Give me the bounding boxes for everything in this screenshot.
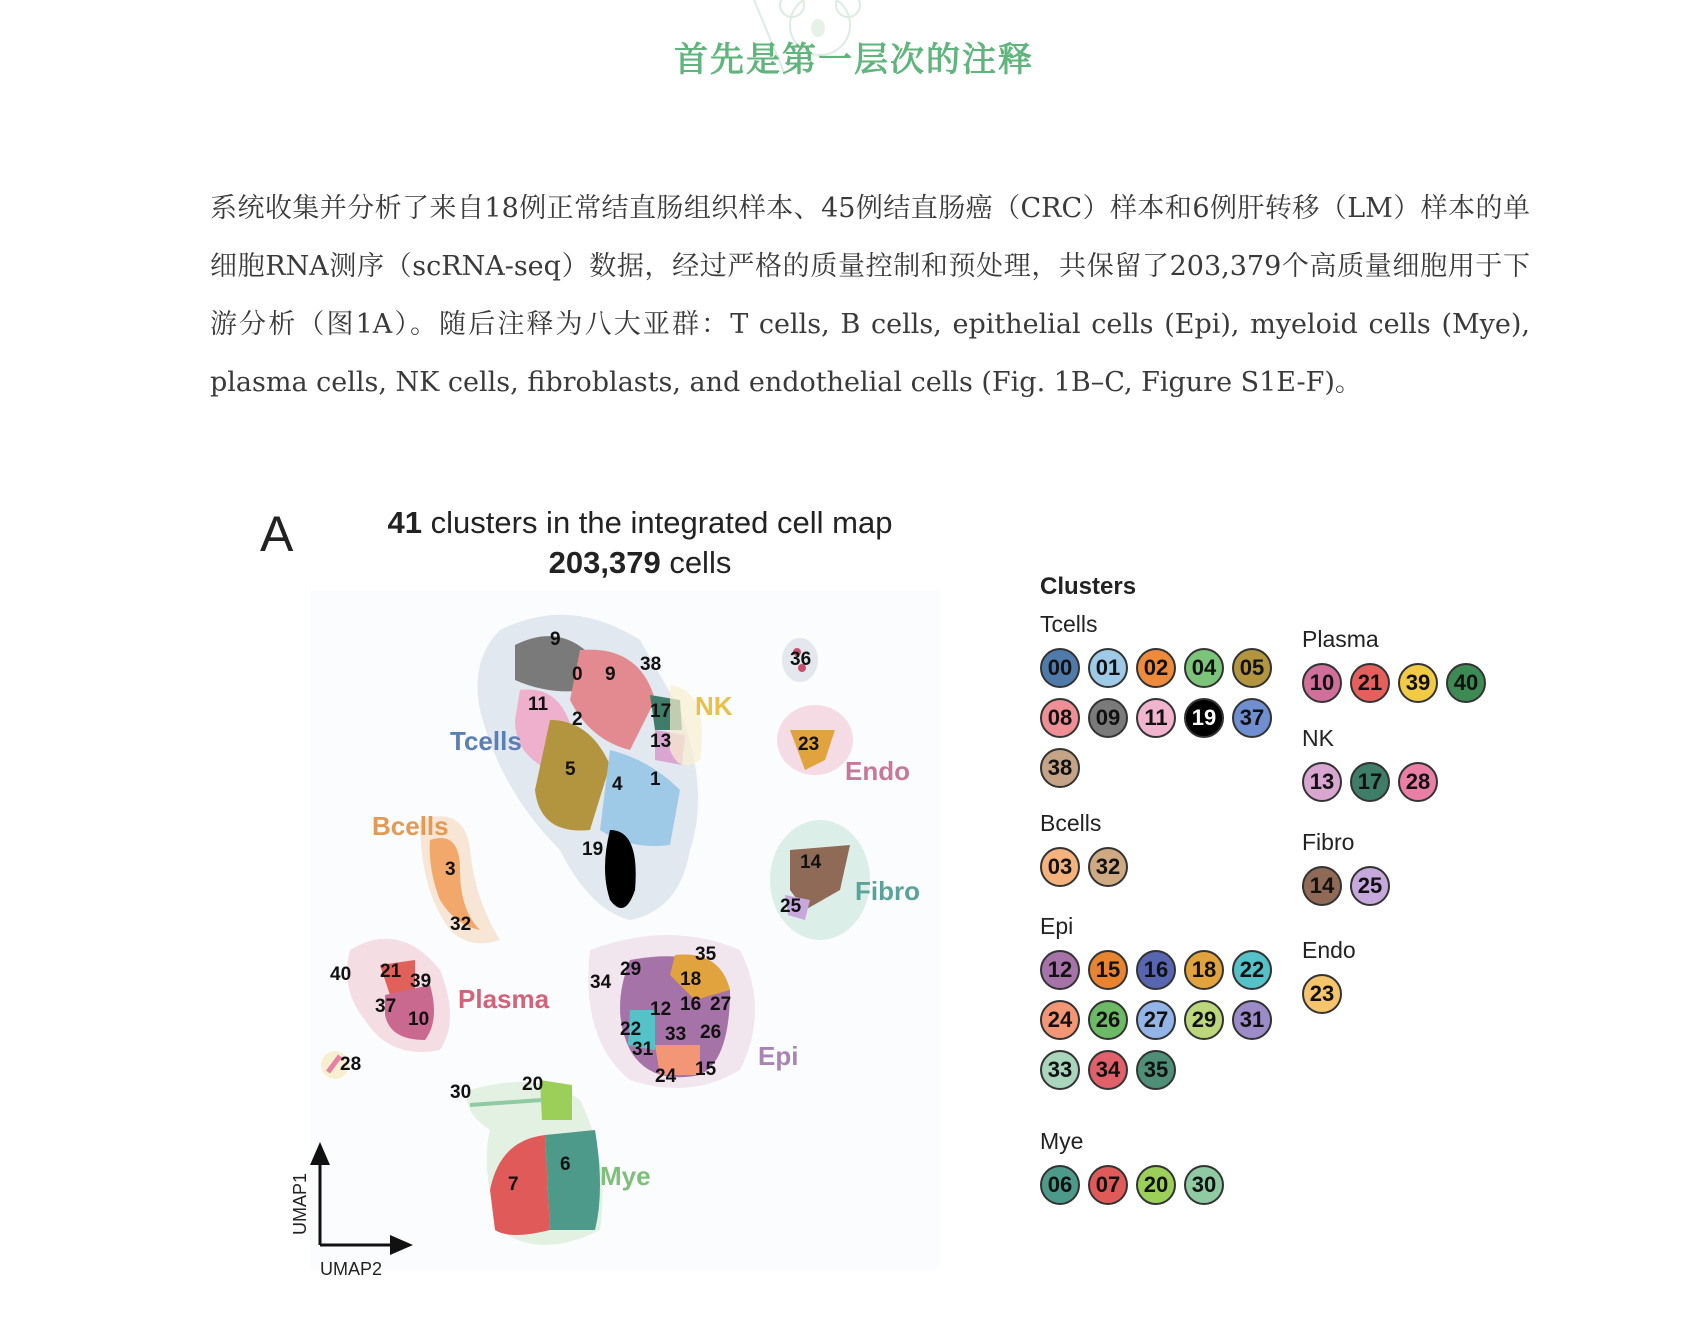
svg-text:15: 15 — [695, 1059, 717, 1080]
svg-text:17: 17 — [650, 701, 672, 722]
cluster-dot-01: 01 — [1088, 648, 1128, 688]
svg-text:39: 39 — [410, 971, 432, 992]
cluster-dot-31: 31 — [1232, 1000, 1272, 1040]
svg-text:4: 4 — [612, 774, 623, 795]
legend-group-nk — [1302, 725, 1562, 802]
svg-text:26: 26 — [700, 1022, 722, 1043]
legend-group-label: Tcells — [1040, 611, 1098, 637]
cluster-dot-22: 22 — [1232, 950, 1272, 990]
cluster-dot-13: 13 — [1302, 762, 1342, 802]
legend-group-epi — [1040, 913, 1300, 1090]
svg-text:31: 31 — [632, 1039, 654, 1060]
panel-letter: A — [260, 506, 294, 562]
legend-group-label: Fibro — [1302, 829, 1355, 855]
svg-text:5: 5 — [565, 759, 576, 780]
cluster-dot-37: 37 — [1232, 698, 1272, 738]
legend-group-mye — [1040, 1128, 1300, 1205]
legend-group-label: Epi — [1040, 913, 1074, 939]
svg-text:UMAP2: UMAP2 — [320, 1259, 383, 1279]
cluster-dot-15: 15 — [1088, 950, 1128, 990]
cluster-dot-20: 20 — [1136, 1165, 1176, 1205]
paragraph-text: 系统收集并分析了来自18例正常结直肠组织样本、45例结直肠癌（CRC）样本和6例肝转移（LM）样本的单细胞RNA测序（scRNA-seq）数据，经过严格的质量控制和预处理，共保留了203,379个高质量细胞用于下游分析（图1A）。随后注释为八大亚群：T cells, B cells, epithelial cells (Epi), myeloid cells (Mye), plasma cells, NK cells, fibroblasts, and endothelial cells (Fig. 1B–C, Figure S1E-F)。 — [210, 193, 1530, 398]
cluster-dot-38: 38 — [1040, 748, 1080, 788]
svg-text:25: 25 — [780, 896, 802, 917]
cluster-dot-04: 04 — [1184, 648, 1224, 688]
svg-text:Endo: Endo — [845, 756, 910, 786]
cluster-dot-00: 00 — [1040, 648, 1080, 688]
svg-text:10: 10 — [408, 1009, 430, 1030]
svg-text:23: 23 — [798, 734, 820, 755]
svg-text:28: 28 — [340, 1054, 362, 1075]
cell-count: 203,379 — [548, 545, 661, 580]
cluster-dot-05: 05 — [1232, 648, 1272, 688]
svg-text:37: 37 — [375, 996, 397, 1017]
legend-group-plasma — [1302, 626, 1562, 703]
legend-group-label: NK — [1302, 725, 1334, 751]
cluster-dot-28: 28 — [1398, 762, 1438, 802]
cluster-dot-08: 08 — [1040, 698, 1080, 738]
svg-text:38: 38 — [640, 654, 662, 675]
cluster-dot-35: 35 — [1136, 1050, 1176, 1090]
cluster-dot-10: 10 — [1302, 663, 1342, 703]
svg-text:6: 6 — [560, 1154, 571, 1175]
cluster-dot-27: 27 — [1136, 1000, 1176, 1040]
svg-text:30: 30 — [450, 1082, 472, 1103]
umap-svg — [290, 590, 940, 1279]
svg-text:21: 21 — [380, 961, 402, 982]
legend-group-label: Endo — [1302, 937, 1356, 963]
svg-text:14: 14 — [800, 852, 822, 873]
svg-text:19: 19 — [582, 839, 604, 860]
cluster-dot-19: 19 — [1184, 698, 1224, 738]
cluster-dot-25: 25 — [1350, 866, 1390, 906]
figure-1a — [240, 495, 1550, 1295]
svg-text:40: 40 — [330, 964, 352, 985]
legend-group-label: Plasma — [1302, 626, 1379, 652]
cluster-dot-26: 26 — [1088, 1000, 1128, 1040]
svg-text:11: 11 — [528, 694, 549, 715]
svg-text:33: 33 — [665, 1024, 687, 1045]
legend-group-label: Mye — [1040, 1128, 1084, 1154]
legend-title: Clusters — [1040, 573, 1137, 600]
cluster-dot-32: 32 — [1088, 847, 1128, 887]
svg-text:7: 7 — [508, 1174, 519, 1195]
subtitle-text: cells — [660, 545, 732, 580]
cluster-dot-33: 33 — [1040, 1050, 1080, 1090]
legend-group-tcells — [1040, 611, 1300, 788]
cluster-dot-11: 11 — [1136, 698, 1176, 738]
cluster-dot-40: 40 — [1446, 663, 1486, 703]
cluster-count: 41 — [387, 505, 423, 540]
cluster-legend — [1040, 573, 1550, 1273]
svg-text:2: 2 — [572, 709, 583, 730]
legend-group-label: Bcells — [1040, 810, 1102, 836]
svg-text:24: 24 — [655, 1066, 677, 1087]
svg-text:32: 32 — [450, 914, 472, 935]
svg-text:16: 16 — [680, 994, 702, 1015]
body-paragraph — [210, 180, 1530, 412]
svg-text:9: 9 — [605, 664, 616, 685]
legend-group-bcells — [1040, 810, 1300, 887]
svg-text:Plasma: Plasma — [458, 984, 550, 1014]
cluster-dot-24: 24 — [1040, 1000, 1080, 1040]
svg-text:20: 20 — [522, 1074, 544, 1095]
cluster-dot-34: 34 — [1088, 1050, 1128, 1090]
cluster-dot-17: 17 — [1350, 762, 1390, 802]
svg-text:18: 18 — [680, 969, 702, 990]
svg-text:29: 29 — [620, 959, 642, 980]
svg-text:1: 1 — [650, 769, 661, 790]
cluster-dot-06: 06 — [1040, 1165, 1080, 1205]
cluster-dot-14: 14 — [1302, 866, 1342, 906]
svg-text:34: 34 — [590, 972, 612, 993]
legend-group-fibro — [1302, 829, 1562, 906]
svg-text:35: 35 — [695, 944, 717, 965]
cluster-dot-07: 07 — [1088, 1165, 1128, 1205]
cluster-dot-30: 30 — [1184, 1165, 1224, 1205]
figure-title — [350, 503, 930, 583]
legend-group-endo — [1302, 937, 1562, 1014]
cluster-dot-03: 03 — [1040, 847, 1080, 887]
svg-text:UMAP1: UMAP1 — [290, 1172, 310, 1235]
svg-text:Epi: Epi — [758, 1041, 799, 1071]
cluster-dot-16: 16 — [1136, 950, 1176, 990]
cluster-dot-39: 39 — [1398, 663, 1438, 703]
svg-text:Fibro: Fibro — [855, 876, 920, 906]
svg-text:Mye: Mye — [600, 1161, 651, 1191]
svg-text:Tcells: Tcells — [450, 726, 522, 756]
svg-text:36: 36 — [790, 649, 812, 670]
svg-text:9: 9 — [550, 629, 561, 650]
title-text: clusters in the integrated cell map — [422, 505, 893, 540]
svg-text:0: 0 — [572, 664, 583, 685]
svg-text:22: 22 — [620, 1019, 642, 1040]
cluster-dot-21: 21 — [1350, 663, 1390, 703]
umap-plot — [290, 590, 940, 1279]
svg-text:13: 13 — [650, 731, 672, 752]
svg-text:3: 3 — [445, 859, 456, 880]
svg-text:Bcells: Bcells — [372, 811, 449, 841]
cluster-dot-09: 09 — [1088, 698, 1128, 738]
cluster-dot-18: 18 — [1184, 950, 1224, 990]
cluster-dot-29: 29 — [1184, 1000, 1224, 1040]
cluster-dot-23: 23 — [1302, 974, 1342, 1014]
svg-text:NK: NK — [695, 691, 733, 721]
cluster-dot-12: 12 — [1040, 950, 1080, 990]
section-heading: 首先是第一层次的注释 — [674, 40, 1034, 80]
svg-text:27: 27 — [710, 994, 732, 1015]
cluster-dot-02: 02 — [1136, 648, 1176, 688]
svg-text:12: 12 — [650, 999, 672, 1020]
